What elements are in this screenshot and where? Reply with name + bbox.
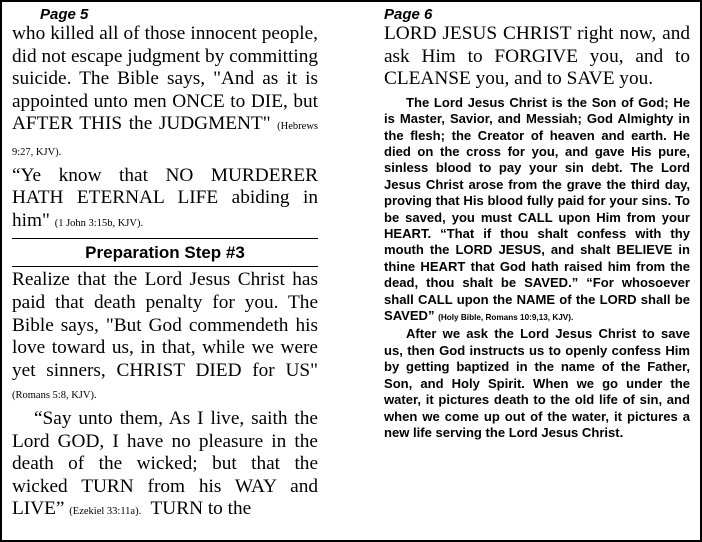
scripture-reference: (Holy Bible, Romans 10:9,13, KJV). — [438, 313, 574, 323]
page-5-body-top — [12, 23, 318, 235]
scripture-reference: (Ezekiel 33:11a). — [69, 506, 142, 518]
paragraph — [384, 326, 690, 441]
paragraph — [384, 95, 690, 327]
divider-bottom — [12, 266, 318, 267]
paragraph-text: The Lord Jesus Christ is the Son of God; He is Master, Savior, and Messiah; God Almighty in the flesh; the Creator of heaven and earth. He died on the cross for you, and gave His pure, sinless blood to pay your sin debt. The Lord Jesus Christ arose from the grave the third day, proving that His blood fully paid for your sins. To be saved, you must CALL upon Him from your HEART. “That if thou shalt confess with thy mouth the LORD JESUS, and shalt BELIEVE in thine HEART that God hath raised him from the dead, thou shalt be SAVED.” “For whosoever shall CALL upon the NAME of the LORD shall be SAVED” — [384, 94, 690, 324]
paragraph-text: Realize that the Lord Jesus Christ has paid that death penalty for you. The Bible says, "But God commendeth his love toward us, in that, while we were yet sinners, CHRIST DIED for US" — [12, 269, 318, 381]
paragraph — [12, 23, 318, 165]
scripture-reference: (Hebrews 9:27, KJV). — [12, 121, 318, 158]
paragraph — [12, 408, 318, 524]
page-6-intro — [384, 23, 690, 91]
section-heading: Preparation Step #3 — [85, 243, 245, 263]
page-label: Page 5 — [40, 6, 89, 23]
page-6 — [384, 6, 690, 441]
page-5 — [12, 6, 318, 524]
paragraph-text: “Ye know that NO MURDERER HATH ETERNAL LIFE abiding in him" — [12, 164, 318, 231]
paragraph-continuation: TURN to the — [150, 498, 252, 520]
page-label: Page 6 — [384, 6, 433, 23]
paragraph — [12, 165, 318, 236]
paragraph-text: After we ask the Lord Jesus Christ to save us, then God instructs us to openly confess Him by getting baptized in the name of the Father, Son, and Holy Spirit. When we go under the water, it pictures death to the old life of sin, and when we come up out of the water, it pictures a new life serving the Lord Jesus Christ. — [384, 326, 690, 440]
paragraph-text: LORD JESUS CHRIST right now, and ask Him to FORGIVE you, and to CLEANSE you, and to SAVE you. — [384, 23, 690, 90]
page-5-body-bottom — [12, 269, 318, 524]
page-6-body — [384, 95, 690, 442]
paragraph — [12, 269, 318, 408]
scripture-reference: (Romans 5:8, KJV). — [12, 390, 97, 402]
section-heading-block — [12, 238, 318, 267]
scripture-reference: (1 John 3:15b, KJV). — [54, 217, 144, 229]
paragraph-text: who killed all of those innocent people, did not escape judgment by committing suicide. The Bible says, "And as it is appointed unto men ONCE to DIE, but AFTER THIS the JUDGMENT" — [12, 23, 318, 135]
paragraph-text: “Say unto them, As I live, saith the Lord GOD, I have no pleasure in the death of the wicked; but that the wicked TURN from his WAY and LIVE” — [12, 407, 318, 520]
